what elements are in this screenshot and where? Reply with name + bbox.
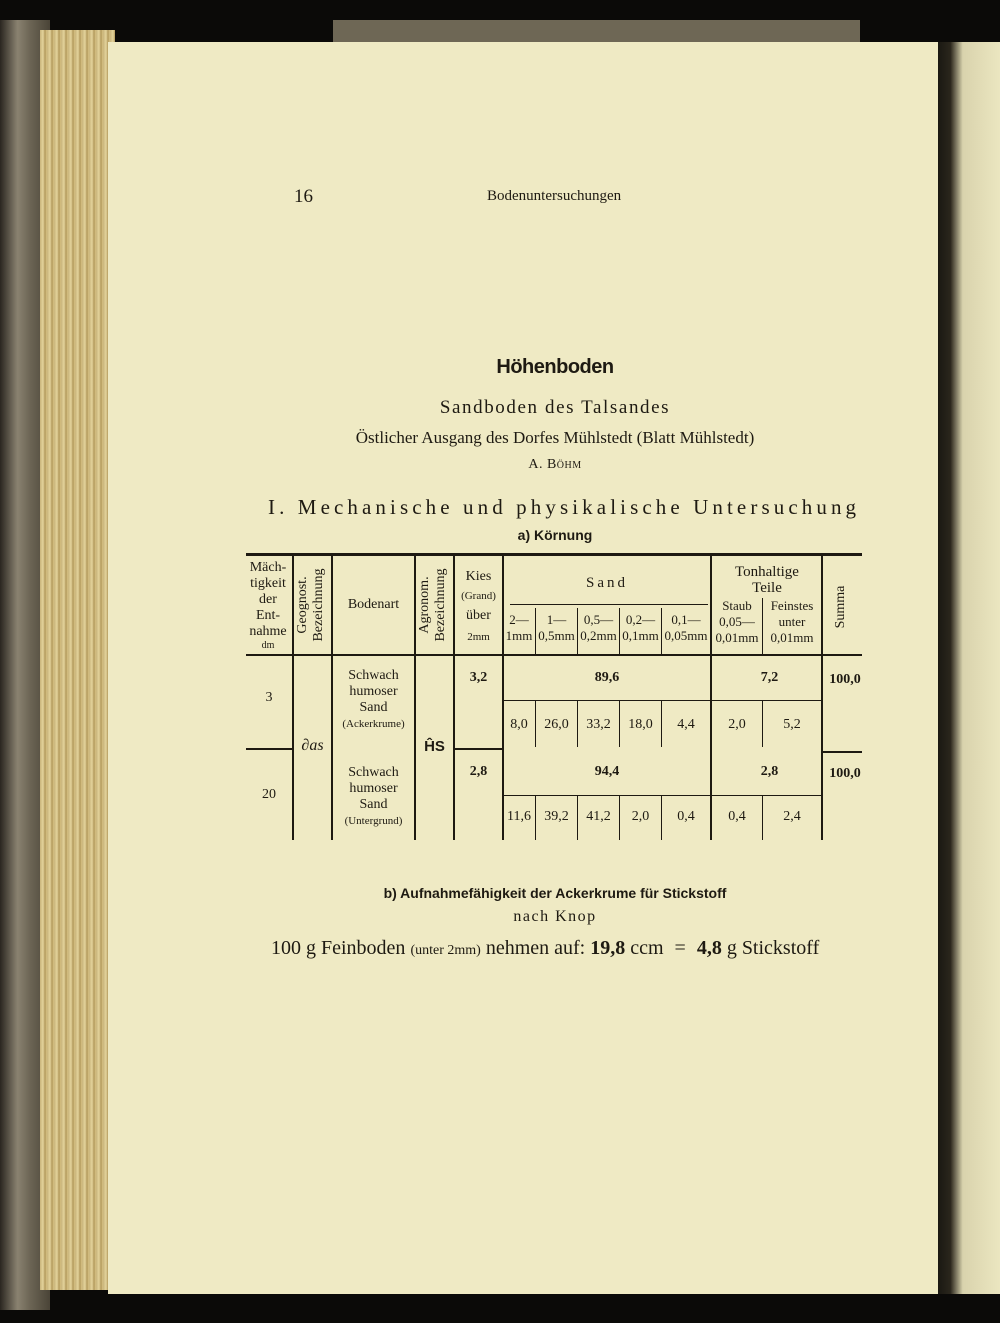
page-number: 16: [294, 186, 313, 207]
row2-ton-1: 0,4: [728, 809, 746, 824]
table-top-rule: [246, 553, 862, 556]
result-part4: Stickstoff: [741, 937, 820, 959]
row2-summa: 100,0: [829, 766, 861, 781]
row2-ton-2: 2,4: [783, 809, 801, 824]
result-part3: nehmen auf:: [485, 937, 586, 959]
row2-sand-4: 2,0: [631, 809, 650, 824]
result-part2: (unter 2mm): [410, 943, 481, 958]
header-geognost: Geognost. Bezeichnung: [295, 568, 326, 642]
method-line: nach Knop: [513, 908, 597, 925]
result-value1: 19,8: [590, 937, 626, 959]
col-divider-5: [502, 556, 504, 840]
subtitle: Sandboden des Talsandes: [439, 397, 671, 418]
header-sand-col-1: 2— 1mm: [505, 612, 533, 643]
row1-summa: 100,0: [829, 672, 861, 687]
header-sand-col-2: 1— 0,5mm: [538, 612, 575, 643]
row2-sand-2: 39,2: [544, 809, 569, 824]
result-part1: 100 g Feinboden: [271, 937, 406, 959]
facing-page-edge: [938, 42, 1000, 1294]
header-bottom-rule: [246, 654, 862, 656]
row1-ton-total: 7,2: [760, 670, 779, 685]
ton-subtotal-rule-1: [711, 700, 822, 701]
row1-sand-3: 33,2: [586, 717, 611, 732]
row2-depth: 20: [262, 787, 276, 802]
section-heading: I. Mechanische und physikalische Untersuchung: [268, 495, 861, 519]
row2-kies: 2,8: [469, 764, 488, 779]
header-summa: Summa: [833, 585, 848, 629]
header-ton-col-2: Feinstes unter 0,01mm: [770, 598, 814, 645]
agronom-value: ĤS: [424, 738, 445, 755]
book-page: [108, 42, 938, 1294]
page-title: Höhenboden: [496, 356, 614, 378]
ton-subtotal-rule-2: [711, 795, 822, 796]
row1-sand-1: 8,0: [510, 717, 528, 732]
row2-sand-total: 94,4: [594, 764, 620, 779]
header-sand-col-3: 0,5— 0,2mm: [580, 612, 617, 643]
row-separator-left: [246, 748, 292, 750]
header-sand-group: Sand: [586, 575, 628, 591]
header-kies: Kies (Grand) über 2mm: [461, 569, 496, 643]
author: A. Böhm: [528, 457, 582, 472]
result-unit2: g: [726, 937, 737, 959]
row-separator-mid: [455, 748, 503, 750]
header-sand-col-5: 0,1— 0,05mm: [664, 612, 708, 643]
row1-bodenart: Schwach humoser Sand (Ackerkrume): [342, 668, 405, 730]
subsection-b-heading: b) Aufnahmefähigkeit der Ackerkrume für Stickstoff: [383, 885, 727, 901]
running-title: Bodenuntersuchungen: [487, 188, 622, 204]
row1-sand-4: 18,0: [628, 717, 653, 732]
row2-ton-total: 2,8: [760, 764, 779, 779]
row-separator-right: [822, 751, 862, 753]
header-sand-col-4: 0,2— 0,1mm: [622, 612, 659, 643]
col-divider-7: [821, 556, 823, 840]
row2-sand-3: 41,2: [586, 809, 611, 824]
col-divider-1: [292, 556, 294, 840]
row1-ton-1: 2,0: [728, 717, 746, 732]
header-bodenart: Bodenart: [347, 597, 400, 612]
sand-group-rule: [510, 604, 708, 605]
header-maechtigkeit: Mäch- tigkeit der Ent- nahme dm: [249, 560, 287, 651]
row1-ton-2: 5,2: [783, 717, 801, 732]
row1-sand-5: 4,4: [677, 717, 695, 732]
result-equals: =: [674, 937, 686, 959]
result-value2: 4,8: [696, 937, 722, 959]
location-line: Östlicher Ausgang des Dorfes Mühlstedt (Blatt Mühlstedt): [355, 428, 755, 447]
header-ton-col-1: Staub 0,05— 0,01mm: [715, 598, 759, 645]
row1-sand-2: 26,0: [544, 717, 569, 732]
row1-depth: 3: [265, 690, 273, 705]
result-line: [271, 937, 819, 960]
col-divider-3: [414, 556, 416, 840]
geognost-value: ∂as: [301, 737, 324, 754]
row1-kies: 3,2: [469, 670, 488, 685]
row2-sand-5: 0,4: [677, 809, 695, 824]
result-unit1: ccm: [630, 937, 664, 959]
row2-sand-1: 11,6: [507, 809, 531, 824]
header-agronom: Agronom. Bezeichnung: [417, 568, 448, 642]
subsection-a-heading: a) Körnung: [517, 527, 593, 543]
page-stack-edges: [40, 30, 115, 1290]
top-paper-edge: [333, 20, 860, 44]
row1-sand-total: 89,6: [594, 670, 620, 685]
row2-bodenart: Schwach humoser Sand (Untergrund): [344, 765, 403, 827]
header-ton-group: Tonhaltige Teile: [735, 564, 799, 596]
